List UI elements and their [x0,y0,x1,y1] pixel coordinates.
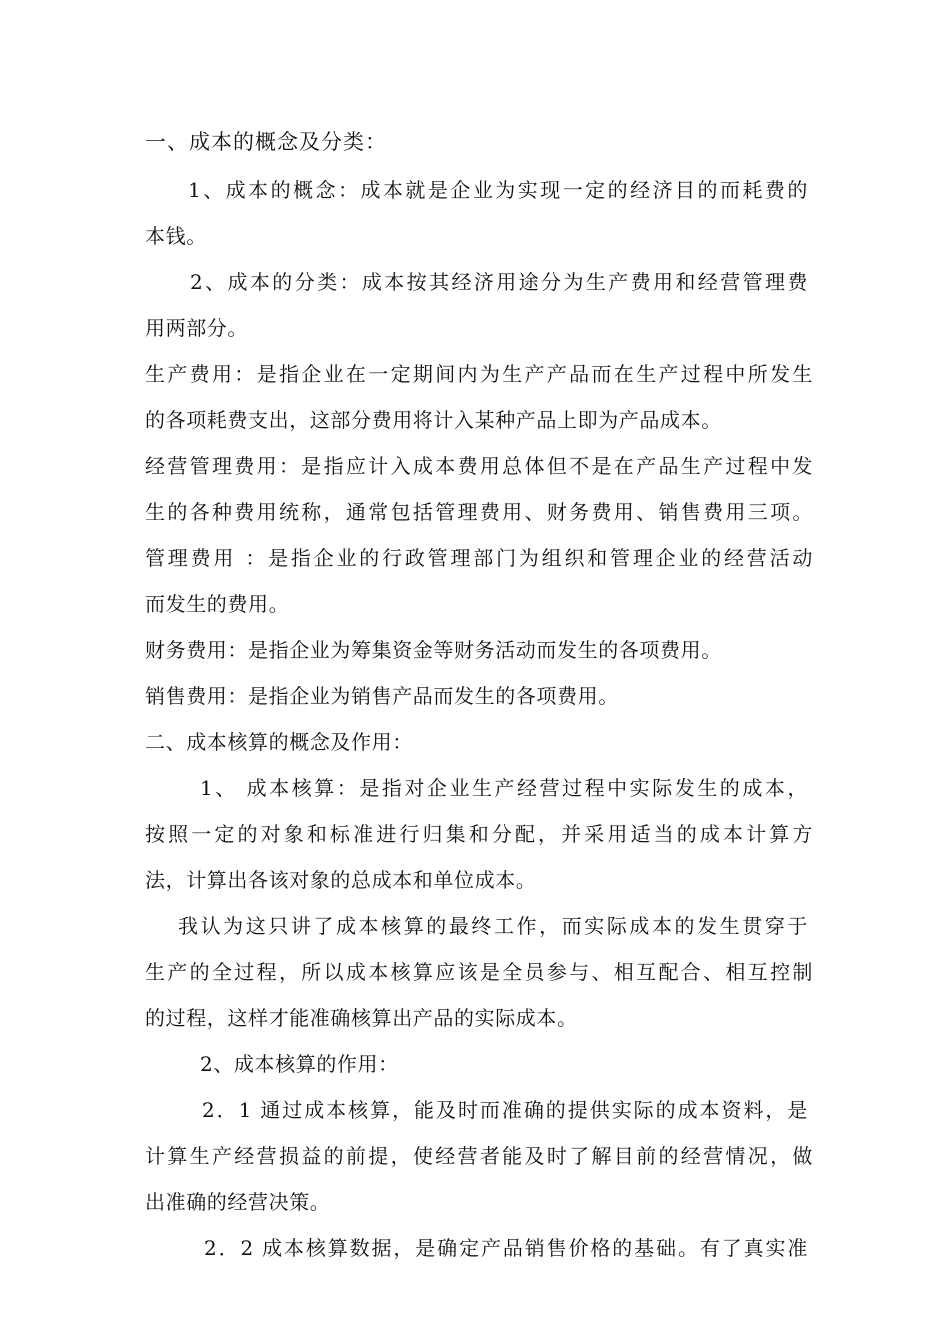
paragraph-line: 生产的全过程，所以成本核算应该是全员参与、相互配合、相互控制 [145,960,813,984]
paragraph-line: 按照一定的对象和标准进行归集和分配，并采用适当的成本计算方 [145,822,813,846]
paragraph-line: 2．2 成本核算数据，是确定产品销售价格的基础。有了真实准 [204,1236,808,1260]
paragraph-line: 我认为这只讲了成本核算的最终工作，而实际成本的发生贯穿于 [178,914,808,938]
paragraph-line: 计算生产经营损益的前提，使经营者能及时了解目前的经营情况，做 [145,1144,813,1168]
paragraph-line: 用两部分。 [145,316,248,340]
paragraph-line: 1、 成本核算：是指对企业生产经营过程中实际发生的成本， [200,776,808,800]
paragraph-line: 法，计算出各该对象的总成本和单位成本。 [145,868,537,892]
subsection-heading: 2、成本核算的作用： [200,1052,399,1076]
paragraph-line: 财务费用：是指企业为筹集资金等财务活动而发生的各项费用。 [145,638,722,662]
paragraph-line: 生的各种费用统称，通常包括管理费用、财务费用、销售费用三项。 [145,500,813,524]
section-heading-cost-accounting: 二、成本核算的概念及作用： [145,730,413,754]
paragraph-line: 出准确的经营决策。 [145,1190,331,1214]
paragraph-line: 经营管理费用：是指应计入成本费用总体但不是在产品生产过程中发 [145,454,813,478]
paragraph-line: 的过程，这样才能准确核算出产品的实际成本。 [145,1006,578,1030]
paragraph-line: 2、成本的分类：成本按其经济用途分为生产费用和经营管理费 [190,270,808,294]
paragraph-line: 销售费用：是指企业为销售产品而发生的各项费用。 [145,684,619,708]
paragraph-line: 管理费用 ：是指企业的行政管理部门为组织和管理企业的经营活动 [145,546,813,570]
paragraph-line: 生产费用：是指企业在一定期间内为生产产品而在生产过程中所发生 [145,362,813,386]
paragraph-line: 2．1 通过成本核算，能及时而准确的提供实际的成本资料，是 [202,1098,808,1122]
paragraph-line: 1、成本的概念：成本就是企业为实现一定的经济目的而耗费的 [188,178,808,202]
paragraph-line: 而发生的费用。 [145,592,290,616]
paragraph-line: 本钱。 [145,224,207,248]
section-heading-cost-concept: 一、成本的概念及分类： [145,130,387,154]
paragraph-line: 的各项耗费支出，这部分费用将计入某种产品上即为产品成本。 [145,408,722,432]
